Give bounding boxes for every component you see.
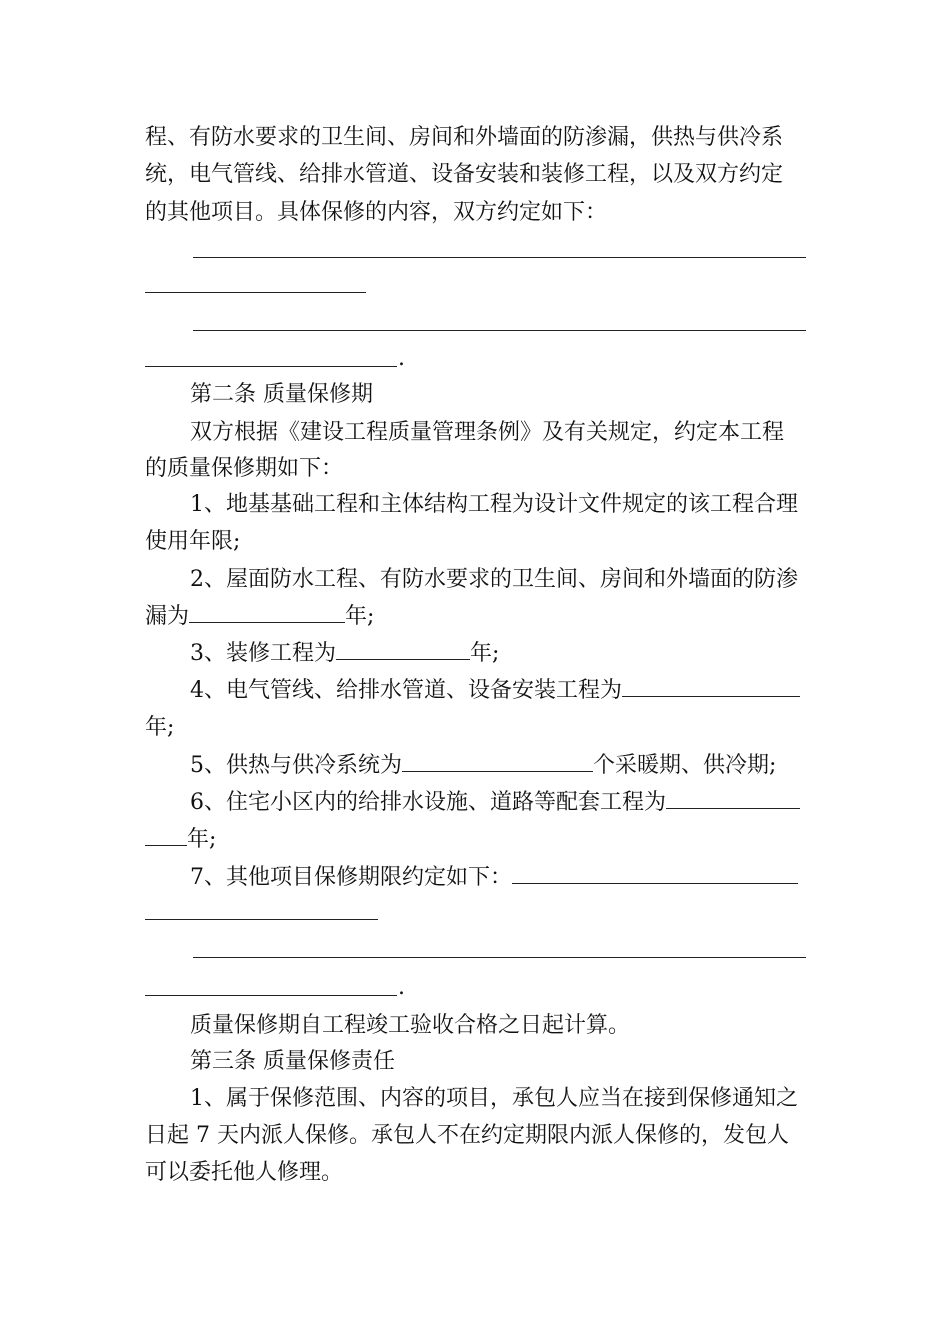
article3-item1-line-3: 可以委托他人修理。 xyxy=(145,1160,344,1185)
item7-prefix: 7、其他项目保修期限约定如下： xyxy=(190,865,512,890)
article2-item6-line-2 xyxy=(145,825,216,855)
item6-suffix: 年; xyxy=(187,827,217,852)
item4-prefix: 4、电气管线、给排水管道、设备安装工程为 xyxy=(190,678,622,703)
item3-prefix: 3、装修工程为 xyxy=(190,641,336,666)
article2-intro-line-1: 双方根据《建设工程质量管理条例》及有关规定，约定本工程 xyxy=(190,420,785,445)
article2-item2-line-2 xyxy=(145,602,374,632)
article3-title: 第三条 质量保修责任 xyxy=(190,1049,395,1074)
article2-intro-line-2: 的质量保修期如下： xyxy=(145,456,344,481)
item5-periods-blank[interactable] xyxy=(402,751,593,772)
blank-line[interactable] xyxy=(145,995,397,996)
article2-title: 第二条 质量保修期 xyxy=(190,382,373,407)
blank-line[interactable] xyxy=(145,919,378,920)
article2-item4-line-2: 年; xyxy=(145,715,175,740)
article2-item6-line-1 xyxy=(190,788,800,818)
blank-line[interactable] xyxy=(193,330,806,331)
intro-line-3: 的其他项目。具体保修的内容，双方约定如下： xyxy=(145,200,608,225)
article2-item7-line-1 xyxy=(190,863,798,893)
period-mark: . xyxy=(398,346,405,371)
intro-line-1: 程、有防水要求的卫生间、房间和外墙面的防渗漏，供热与供冷系 xyxy=(145,125,784,150)
item2-prefix: 漏为 xyxy=(145,604,190,629)
item7-other-blank[interactable] xyxy=(512,863,798,884)
item3-years-blank[interactable] xyxy=(336,639,470,660)
article2-item2-line-1: 2、屋面防水工程、有防水要求的卫生间、房间和外墙面的防渗 xyxy=(190,567,798,592)
article2-closing: 质量保修期自工程竣工验收合格之日起计算。 xyxy=(190,1013,631,1038)
blank-line[interactable] xyxy=(193,257,806,258)
item3-suffix: 年; xyxy=(470,641,500,666)
item2-years-blank[interactable] xyxy=(189,602,345,623)
item5-suffix: 个采暖期、供冷期; xyxy=(593,753,777,778)
article2-item1-line-1: 1、地基基础工程和主体结构工程为设计文件规定的该工程合理 xyxy=(190,492,798,517)
item5-prefix: 5、供热与供冷系统为 xyxy=(190,753,402,778)
blank-line[interactable] xyxy=(145,366,397,367)
article2-item5 xyxy=(190,751,776,781)
item2-suffix: 年; xyxy=(345,604,375,629)
article2-item4-line-1 xyxy=(190,676,800,706)
blank-line[interactable] xyxy=(193,957,806,958)
article3-item1-line-1: 1、属于保修范围、内容的项目，承包人应当在接到保修通知之 xyxy=(190,1086,798,1111)
blank-line[interactable] xyxy=(145,292,366,293)
period-mark: . xyxy=(398,975,405,1000)
item6-years-blank-cont[interactable] xyxy=(145,825,187,846)
article3-item1-line-2: 日起 7 天内派人保修。承包人不在约定期限内派人保修的，发包人 xyxy=(145,1123,789,1148)
item4-years-blank[interactable] xyxy=(622,676,800,697)
item6-prefix: 6、住宅小区内的给排水设施、道路等配套工程为 xyxy=(190,790,666,815)
item6-years-blank[interactable] xyxy=(666,788,800,809)
article2-item1-line-2: 使用年限; xyxy=(145,529,241,554)
article2-item3 xyxy=(190,639,499,669)
intro-line-2: 统，电气管线、给排水管道、设备安装和装修工程，以及双方约定 xyxy=(145,162,784,187)
